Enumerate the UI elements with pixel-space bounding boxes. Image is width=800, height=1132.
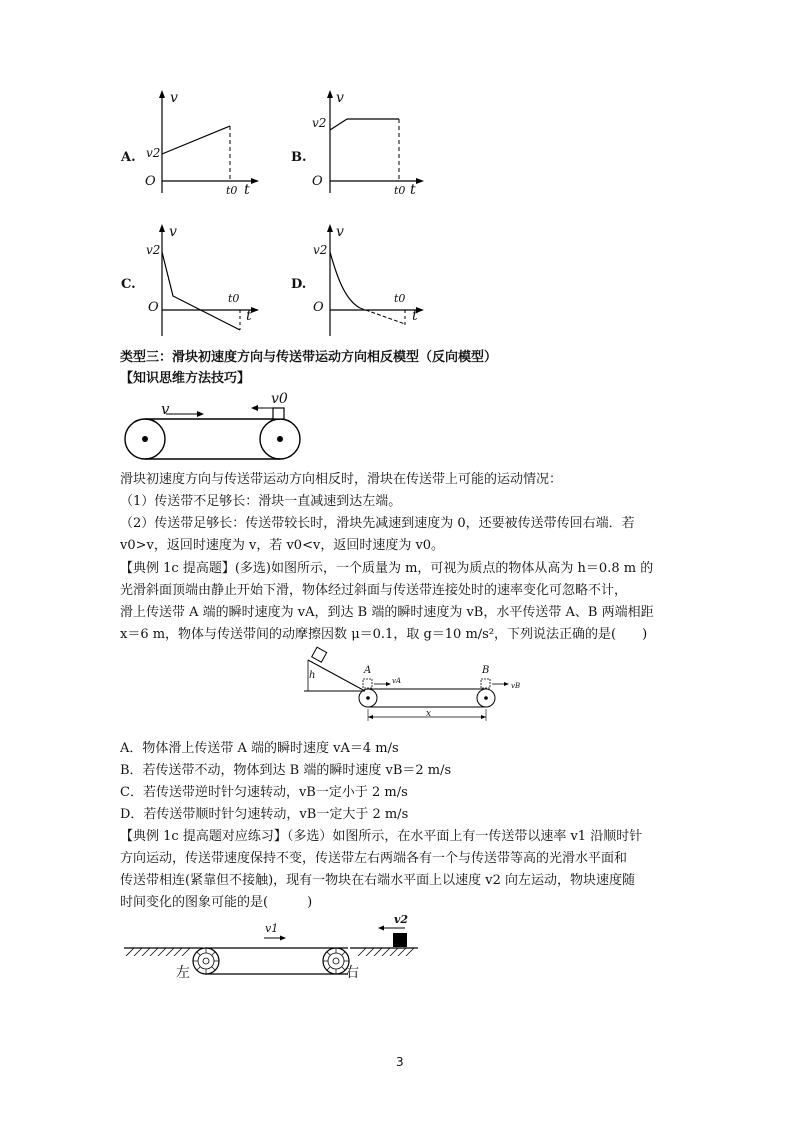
fig1-vb-label: vB (511, 682, 521, 690)
option-a-origin-label: O (145, 174, 156, 189)
option-a-letter: A. (121, 150, 136, 165)
fig2-left-label: 左 (176, 965, 190, 981)
option-d-v2-label: v2 (313, 243, 328, 257)
fig2-right-label: 右 (345, 965, 359, 981)
option-c-v2-label: v2 (146, 243, 161, 257)
section3-item2-line2: v0>v，返回时速度为 v，若 v0<v，返回时速度为 v0。 (120, 538, 445, 553)
example2-line4: 时间变化的图象可能的是( ) (120, 895, 313, 910)
fig1-x-label: x (426, 709, 432, 719)
option-c-letter: C. (121, 277, 136, 292)
option-b-origin-label: O (312, 174, 323, 189)
option-a-v2-label: v2 (146, 146, 161, 160)
option-c-t0-label: t0 (228, 292, 240, 305)
option-a-t0-label: t0 (226, 184, 238, 197)
example1-line2: 光滑斜面顶端由静止开始下滑，物体经过斜面与传送带连接处时的速率变化可忽略不计， (120, 583, 628, 598)
option-d-origin-label: O (313, 300, 324, 315)
example1-option-a: A．物体滑上传送带 A 端的瞬时速度 vA＝4 m/s (120, 741, 399, 756)
option-d-letter: D. (291, 277, 307, 292)
incline-conveyor-diagram (300, 645, 540, 730)
fig1-b-label: B (482, 665, 490, 676)
option-b-t-label: t (410, 182, 416, 198)
method-heading: 【知识思维方法技巧】 (120, 371, 251, 386)
example1-line4: x＝6 m，物体与传送带间的动摩擦因数 μ＝0.1，取 g＝10 m/s²，下列说法正确的是( ) (120, 627, 648, 642)
fig1-va-label: vA (392, 677, 402, 685)
option-a-t-label: t (244, 182, 250, 198)
option-c-t-label: t (246, 308, 252, 324)
page-number: 3 (396, 1055, 404, 1069)
option-c-graph (140, 222, 260, 340)
section3-item2-line1: （2）传送带足够长：传送带较长时，滑块先减速到速度为 0，还要被传送带传回右端．若 (120, 516, 635, 531)
section3-intro: 滑块初速度方向与传送带运动方向相反时，滑块在传送带上可能的运动情况： (120, 472, 563, 487)
example1-line1: 【典例 1c 提高题】(多选)如图所示，一个质量为 m，可视为质点的物体从高为 h＝0.8 m 的 (120, 561, 654, 576)
example1-option-c: C．若传送带逆时针匀速转动，vB一定小于 2 m/s (120, 785, 408, 800)
option-c-v-label: v (169, 224, 177, 240)
section3-item1: （1）传送带不足够长：滑块一直减速到达左端。 (120, 494, 402, 509)
example2-line3: 传送带相连(紧靠但不接触)，现有一物块在右端水平面上以速度 v2 向左运动，物块速度随 (120, 873, 636, 888)
option-b-t0-label: t0 (394, 184, 406, 197)
option-b-v2-label: v2 (312, 116, 327, 130)
option-d-t-label: t (412, 308, 418, 324)
fig2-v1-label: v1 (265, 922, 279, 935)
option-b-v-label: v (336, 90, 344, 106)
option-d-graph (305, 222, 425, 340)
fig1-h-label: h (309, 670, 316, 681)
diagram-v-label: v (161, 400, 170, 418)
option-d-t0-label: t0 (394, 292, 406, 305)
example1-line3: 滑上传送带 A 端的瞬时速度为 vA，到达 B 端的瞬时速度为 vB，水平传送带 A、B 两端相距 (120, 605, 654, 620)
example1-option-b: B．若传送带不动，物体到达 B 端的瞬时速度 vB＝2 m/s (120, 763, 452, 778)
option-a-v-label: v (170, 90, 178, 106)
fig2-v2-label: v2 (394, 913, 409, 926)
section3-heading: 类型三：滑块初速度方向与传送带运动方向相反模型（反向模型） (120, 350, 498, 365)
option-d-v-label: v (336, 224, 344, 240)
option-b-letter: B. (291, 150, 307, 165)
diagram-v0-label: v0 (271, 391, 288, 407)
fig1-a-label: A (364, 665, 372, 676)
example2-line2: 方向运动，传送带速度保持不变，传送带左右两端各有一个与传送带等高的光滑水平面和 (120, 851, 628, 866)
option-c-origin-label: O (148, 300, 159, 315)
example1-option-d: D．若传送带顺时针匀速转动，vB一定大于 2 m/s (120, 807, 409, 822)
example2-line1: 【典例 1c 提高题对应练习】（多选）如图所示，在水平面上有一传送带以速率 v1 沿顺时针 (120, 829, 643, 844)
option-b-graph (305, 88, 425, 203)
